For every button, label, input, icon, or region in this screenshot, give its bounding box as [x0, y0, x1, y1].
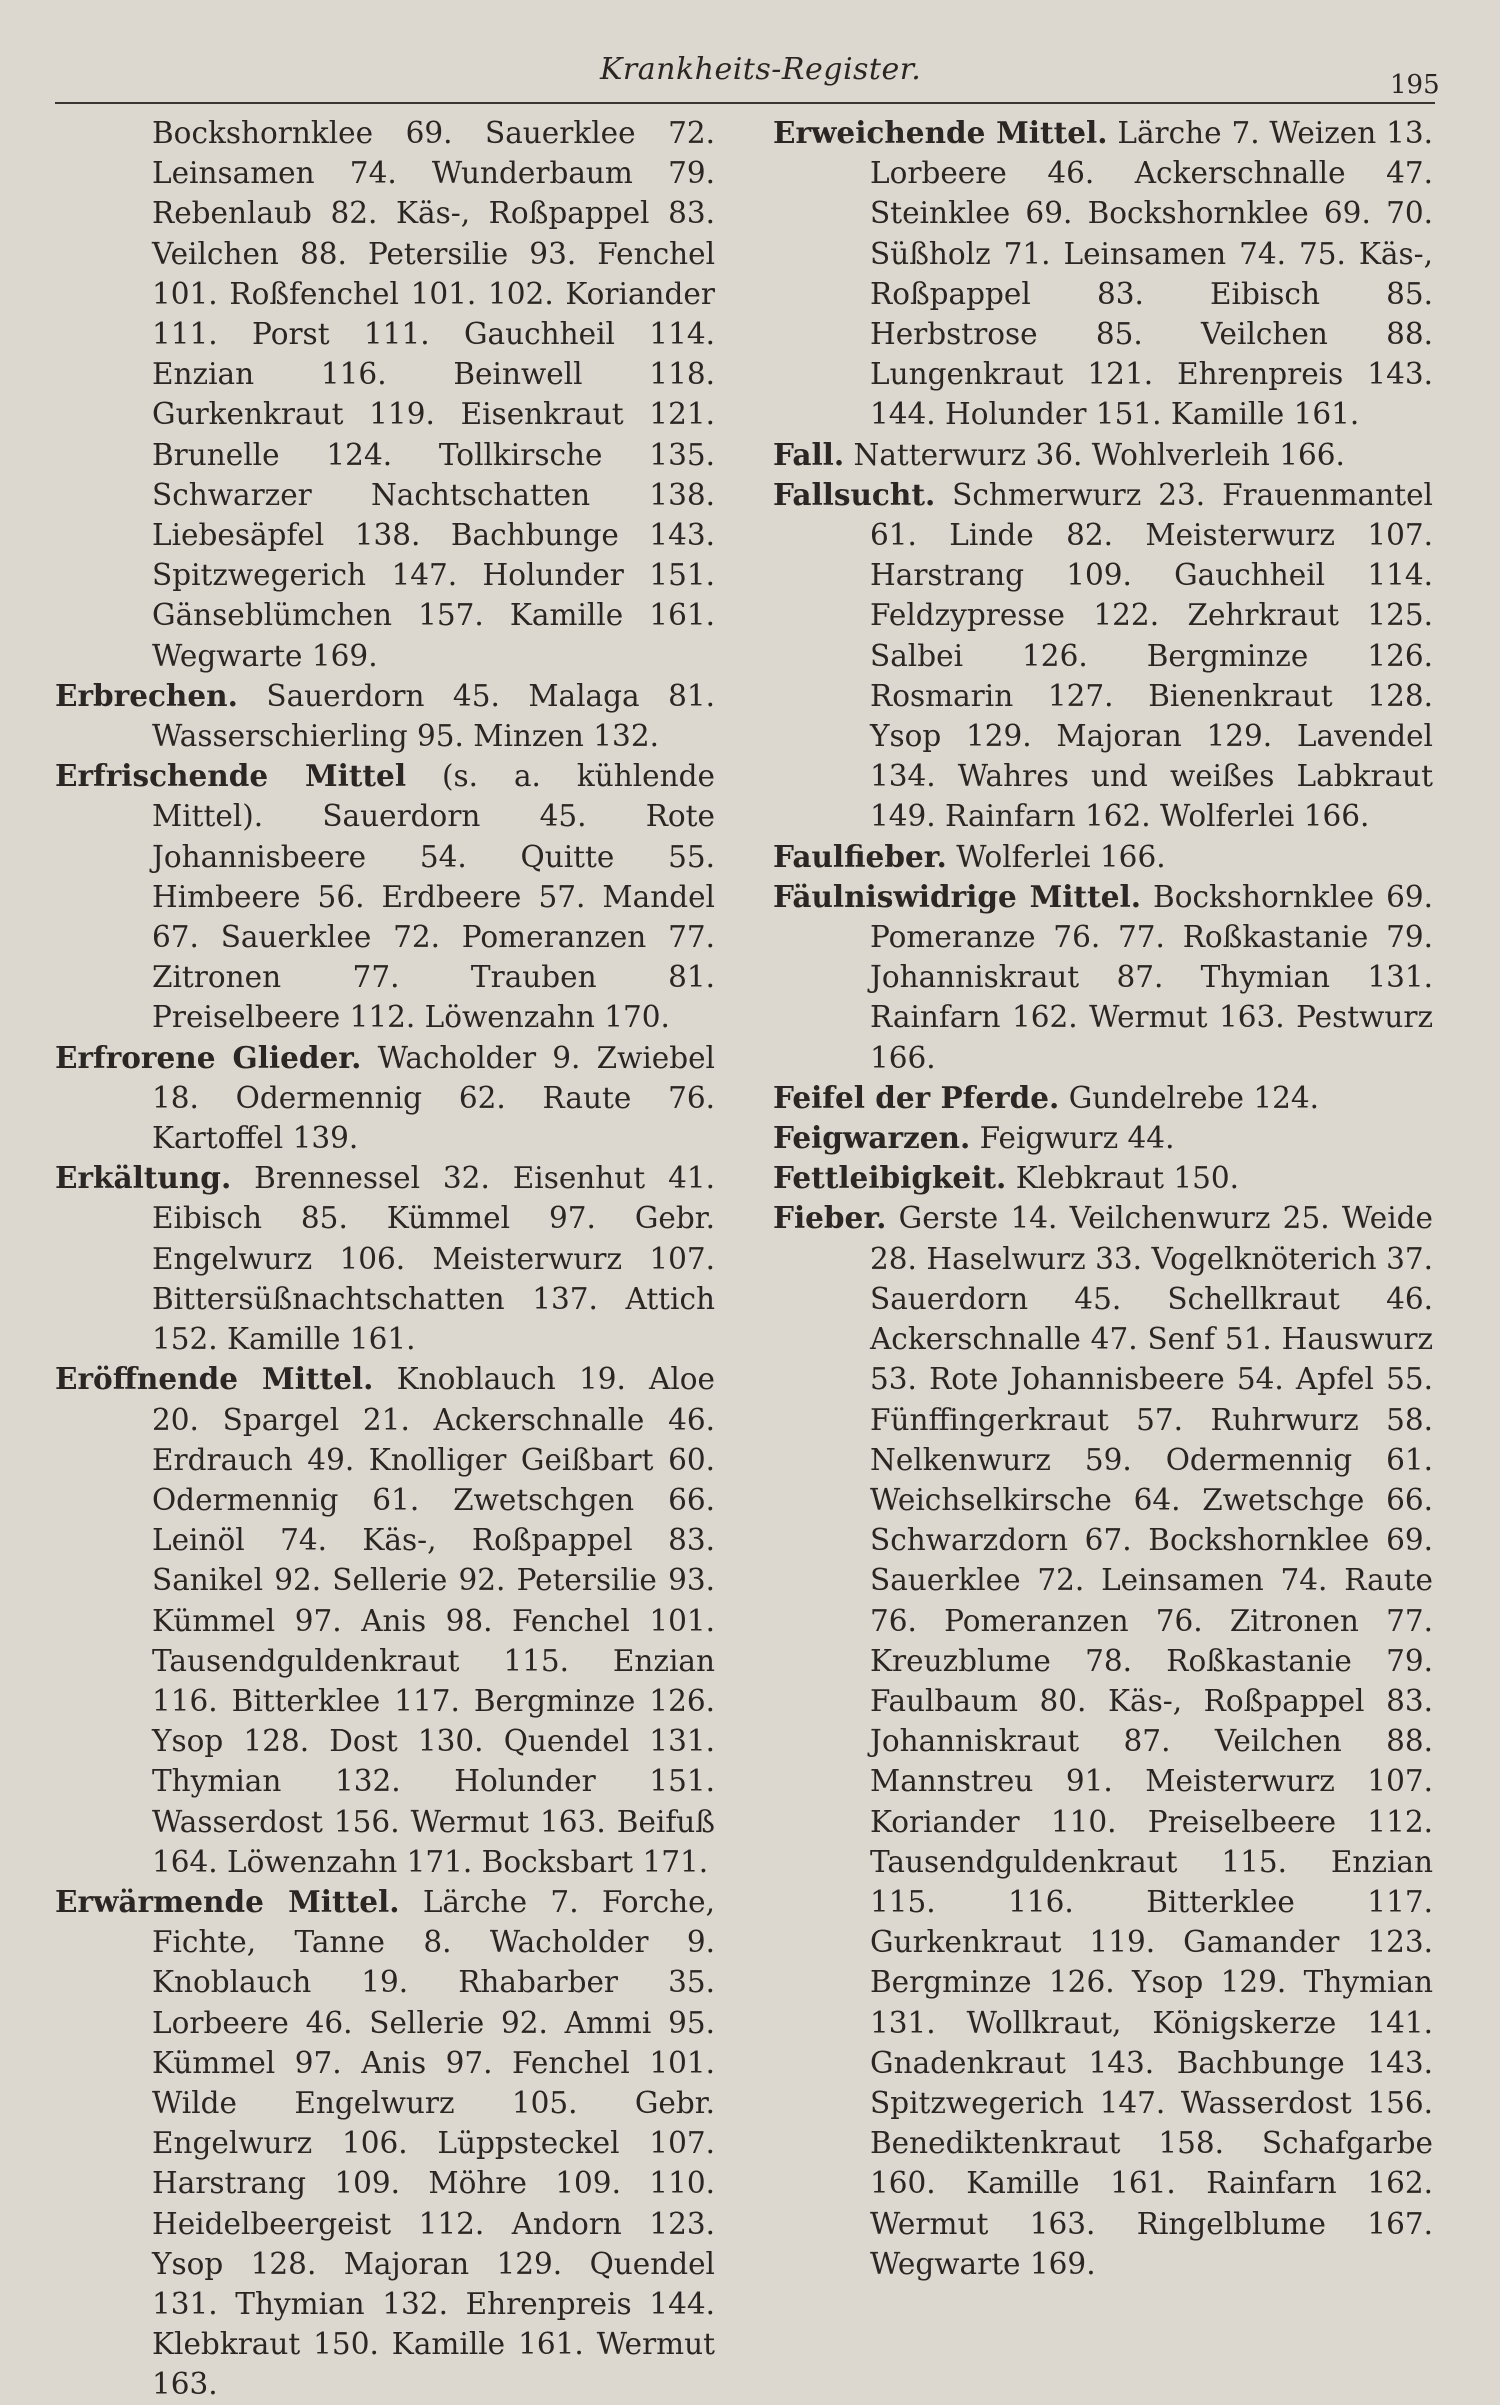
index-entry-fall: [773, 435, 1433, 475]
index-entry-erbrechen: [55, 676, 715, 756]
entry-term: Erfrischende Mittel: [55, 758, 407, 794]
index-entry-fettleibigkeit: [773, 1158, 1433, 1198]
index-entry-erfrorene-glieder: [55, 1038, 715, 1159]
index-entry-faulfieber: [773, 837, 1433, 877]
entry-text: Bockshornklee 69. Sauerklee 72. Leinsamen 74. Wunderbaum 79. Rebenlaub 82. Käs-, Roßpappel 83. Veilchen 88. Petersilie 93. Fenchel 101. Roßfenchel 101. 102. Koriander 111. Porst 111. Gauchheil 114. Enzian 116. Beinwell 118. Gurkenkraut 119. Eisenkraut 121. Brunelle 124. Tollkirsche 135. Schwarzer Nachtschatten 138. Liebesäpfel 138. Bachbunge 143. Spitzwegerich 147. Holunder 151. Gänseblümchen 157. Kamille 161. Wegwarte 169.: [152, 116, 715, 673]
index-entry-erweichende-mittel: [773, 113, 1433, 435]
entry-text: Brennessel 32. Eisenhut 41. Eibisch 85. Kümmel 97. Gebr. Engelwurz 106. Meisterwurz 107. Bittersüßnachtschatten 137. Attich 152. Kamille 161.: [152, 1161, 715, 1357]
entry-text: Lärche 7. Forche, Fichte, Tanne 8. Wacholder 9. Knoblauch 19. Rhabarber 35. Lorbeere 46. Sellerie 92. Ammi 95. Kümmel 97. Anis 97. Fenchel 101. Wilde Engelwurz 105. Gebr. Engelwurz 106. Lüppsteckel 107. Harstrang 109. Möhre 109. 110. Heidelbeergeist 112. Andorn 123. Ysop 128. Majoran 129. Quendel 131. Thymian 132. Ehrenpreis 144. Klebkraut 150. Kamille 161. Wermut 163.: [152, 1884, 715, 2402]
entry-term: Feigwarzen.: [773, 1120, 971, 1156]
entry-text: Wolferlei 166.: [956, 839, 1166, 874]
entry-term: Erfrorene Glieder.: [55, 1039, 362, 1075]
entry-term: Erkältung.: [55, 1160, 232, 1196]
entry-term: Fallsucht.: [773, 476, 936, 512]
index-entry-faeulniswidrige-mittel: [773, 877, 1433, 1078]
entry-term: Erweichende Mittel.: [773, 115, 1108, 150]
page-number: 195: [1390, 70, 1440, 100]
entry-text: Wacholder 9. Zwiebel 18. Odermennig 62. Raute 76. Kartoffel 139.: [152, 1040, 715, 1156]
entry-term: Erwärmende Mittel.: [55, 1883, 400, 1919]
entry-term: Faulfieber.: [773, 838, 947, 874]
index-entry-erkaeltung: [55, 1158, 715, 1359]
header-rule: [55, 102, 1435, 104]
entry-term: Feifel der Pferde.: [773, 1079, 1060, 1115]
entry-text: Feigwurz 44.: [979, 1121, 1175, 1156]
entry-text: Gundelrebe 124.: [1068, 1080, 1320, 1115]
left-column: [55, 113, 715, 2405]
index-entry-feigwarzen: [773, 1118, 1433, 1158]
entry-text: Bockshornklee 69. Pomeranze 76. 77. Roßkastanie 79. Johanniskraut 87. Thymian 131. Rainfarn 162. Wermut 163. Pestwurz 166.: [870, 879, 1433, 1075]
entry-text: Lärche 7. Weizen 13. Lorbeere 46. Ackerschnalle 47. Steinklee 69. Bockshornklee 69. 70. Süßholz 71. Leinsamen 74. 75. Käs-, Roßpappel 83. Eibisch 85. Herbstrose 85. Veilchen 88. Lungenkraut 121. Ehrenpreis 143. 144. Holunder 151. Kamille 161.: [870, 116, 1433, 432]
entry-text: Sauerdorn 45. Malaga 81. Wasserschierling 95. Minzen 132.: [152, 678, 715, 754]
index-entry-erfrischende-mittel: [55, 756, 715, 1037]
index-entry-erwaermende-mittel: [55, 1882, 715, 2405]
entry-term: Fall.: [773, 436, 845, 472]
entry-text: Schmerwurz 23. Frauenmantel 61. Linde 82. Meisterwurz 107. Harstrang 109. Gauchheil 114. Feldzypresse 122. Zehrkraut 125. Salbei 126. Bergminze 126. Rosmarin 127. Bienenkraut 128. Ysop 129. Majoran 129. Lavendel 134. Wahres und weißes Labkraut 149. Rainfarn 162. Wolferlei 166.: [870, 477, 1433, 834]
entry-text: Gerste 14. Veilchenwurz 25. Weide 28. Haselwurz 33. Vogelknöterich 37. Sauerdorn 45. Schellkraut 46. Ackerschnalle 47. Senf 51. Hauswurz 53. Rote Johannisbeere 54. Apfel 55. Fünffingerkraut 57. Ruhrwurz 58. Nelkenwurz 59. Odermennig 61. Weichselkirsche 64. Zwetschge 66. Schwarzdorn 67. Bockshornklee 69. Sauerklee 72. Leinsamen 74. Raute 76. Pomeranzen 76. Zitronen 77. Kreuzblume 78. Roßkastanie 79. Faulbaum 80. Käs-, Roßpappel 83. Johanniskraut 87. Veilchen 88. Mannstreu 91. Meisterwurz 107. Koriander 110. Preiselbeere 112. Tausendguldenkraut 115. Enzian 115. 116. Bitterklee 117. Gurkenkraut 119. Gamander 123. Bergminze 126. Ysop 129. Thymian 131. Wollkraut, Königskerze 141. Gnadenkraut 143. Bachbunge 143. Spitzwegerich 147. Wasserdost 156. Benediktenkraut 158. Schafgarbe 160. Kamille 161. Rainfarn 162. Wermut 163. Ringelblume 167. Wegwarte 169.: [870, 1201, 1433, 2281]
entry-text: Klebkraut 150.: [1015, 1161, 1239, 1196]
index-entry-eroeffnende-mittel: [55, 1359, 715, 1882]
right-column: [773, 113, 1433, 2284]
index-entry-fieber: [773, 1198, 1433, 2283]
entry-term: Fettleibigkeit.: [773, 1160, 1007, 1196]
index-entry-feifel-der-pferde: [773, 1078, 1433, 1118]
running-header-title: Krankheits-Register.: [600, 52, 922, 87]
entry-text: Knoblauch 19. Aloe 20. Spargel 21. Ackerschnalle 46. Erdrauch 49. Knolliger Geißbart 60. Odermennig 61. Zwetschgen 66. Leinöl 74. Käs-, Roßpappel 83. Sanikel 92. Sellerie 92. Petersilie 93. Kümmel 97. Anis 98. Fenchel 101. Tausendguldenkraut 115. Enzian 116. Bitterklee 117. Bergminze 126. Ysop 128. Dost 130. Quendel 131. Thymian 132. Holunder 151. Wasserdost 156. Wermut 163. Beifuß 164. Löwenzahn 171. Bocksbart 171.: [152, 1362, 715, 1879]
index-entry-fallsucht: [773, 475, 1433, 837]
entry-term: Fieber.: [773, 1200, 887, 1236]
entry-text: (s. a. kühlende Mittel). Sauerdorn 45. Rote Johannisbeere 54. Quitte 55. Himbeere 56. Erdbeere 57. Mandel 67. Sauerklee 72. Pomeranzen 77. Zitronen 77. Trauben 81. Preiselbeere 112. Löwenzahn 170.: [152, 759, 715, 1035]
entry-term: Eröffnende Mittel.: [55, 1361, 374, 1397]
entry-text: Natterwurz 36. Wohlverleih 166.: [853, 437, 1345, 472]
entry-term: Erbrechen.: [55, 677, 238, 713]
entry-term: Fäulniswidrige Mittel.: [773, 878, 1141, 914]
index-entry-continuation: [55, 113, 715, 676]
